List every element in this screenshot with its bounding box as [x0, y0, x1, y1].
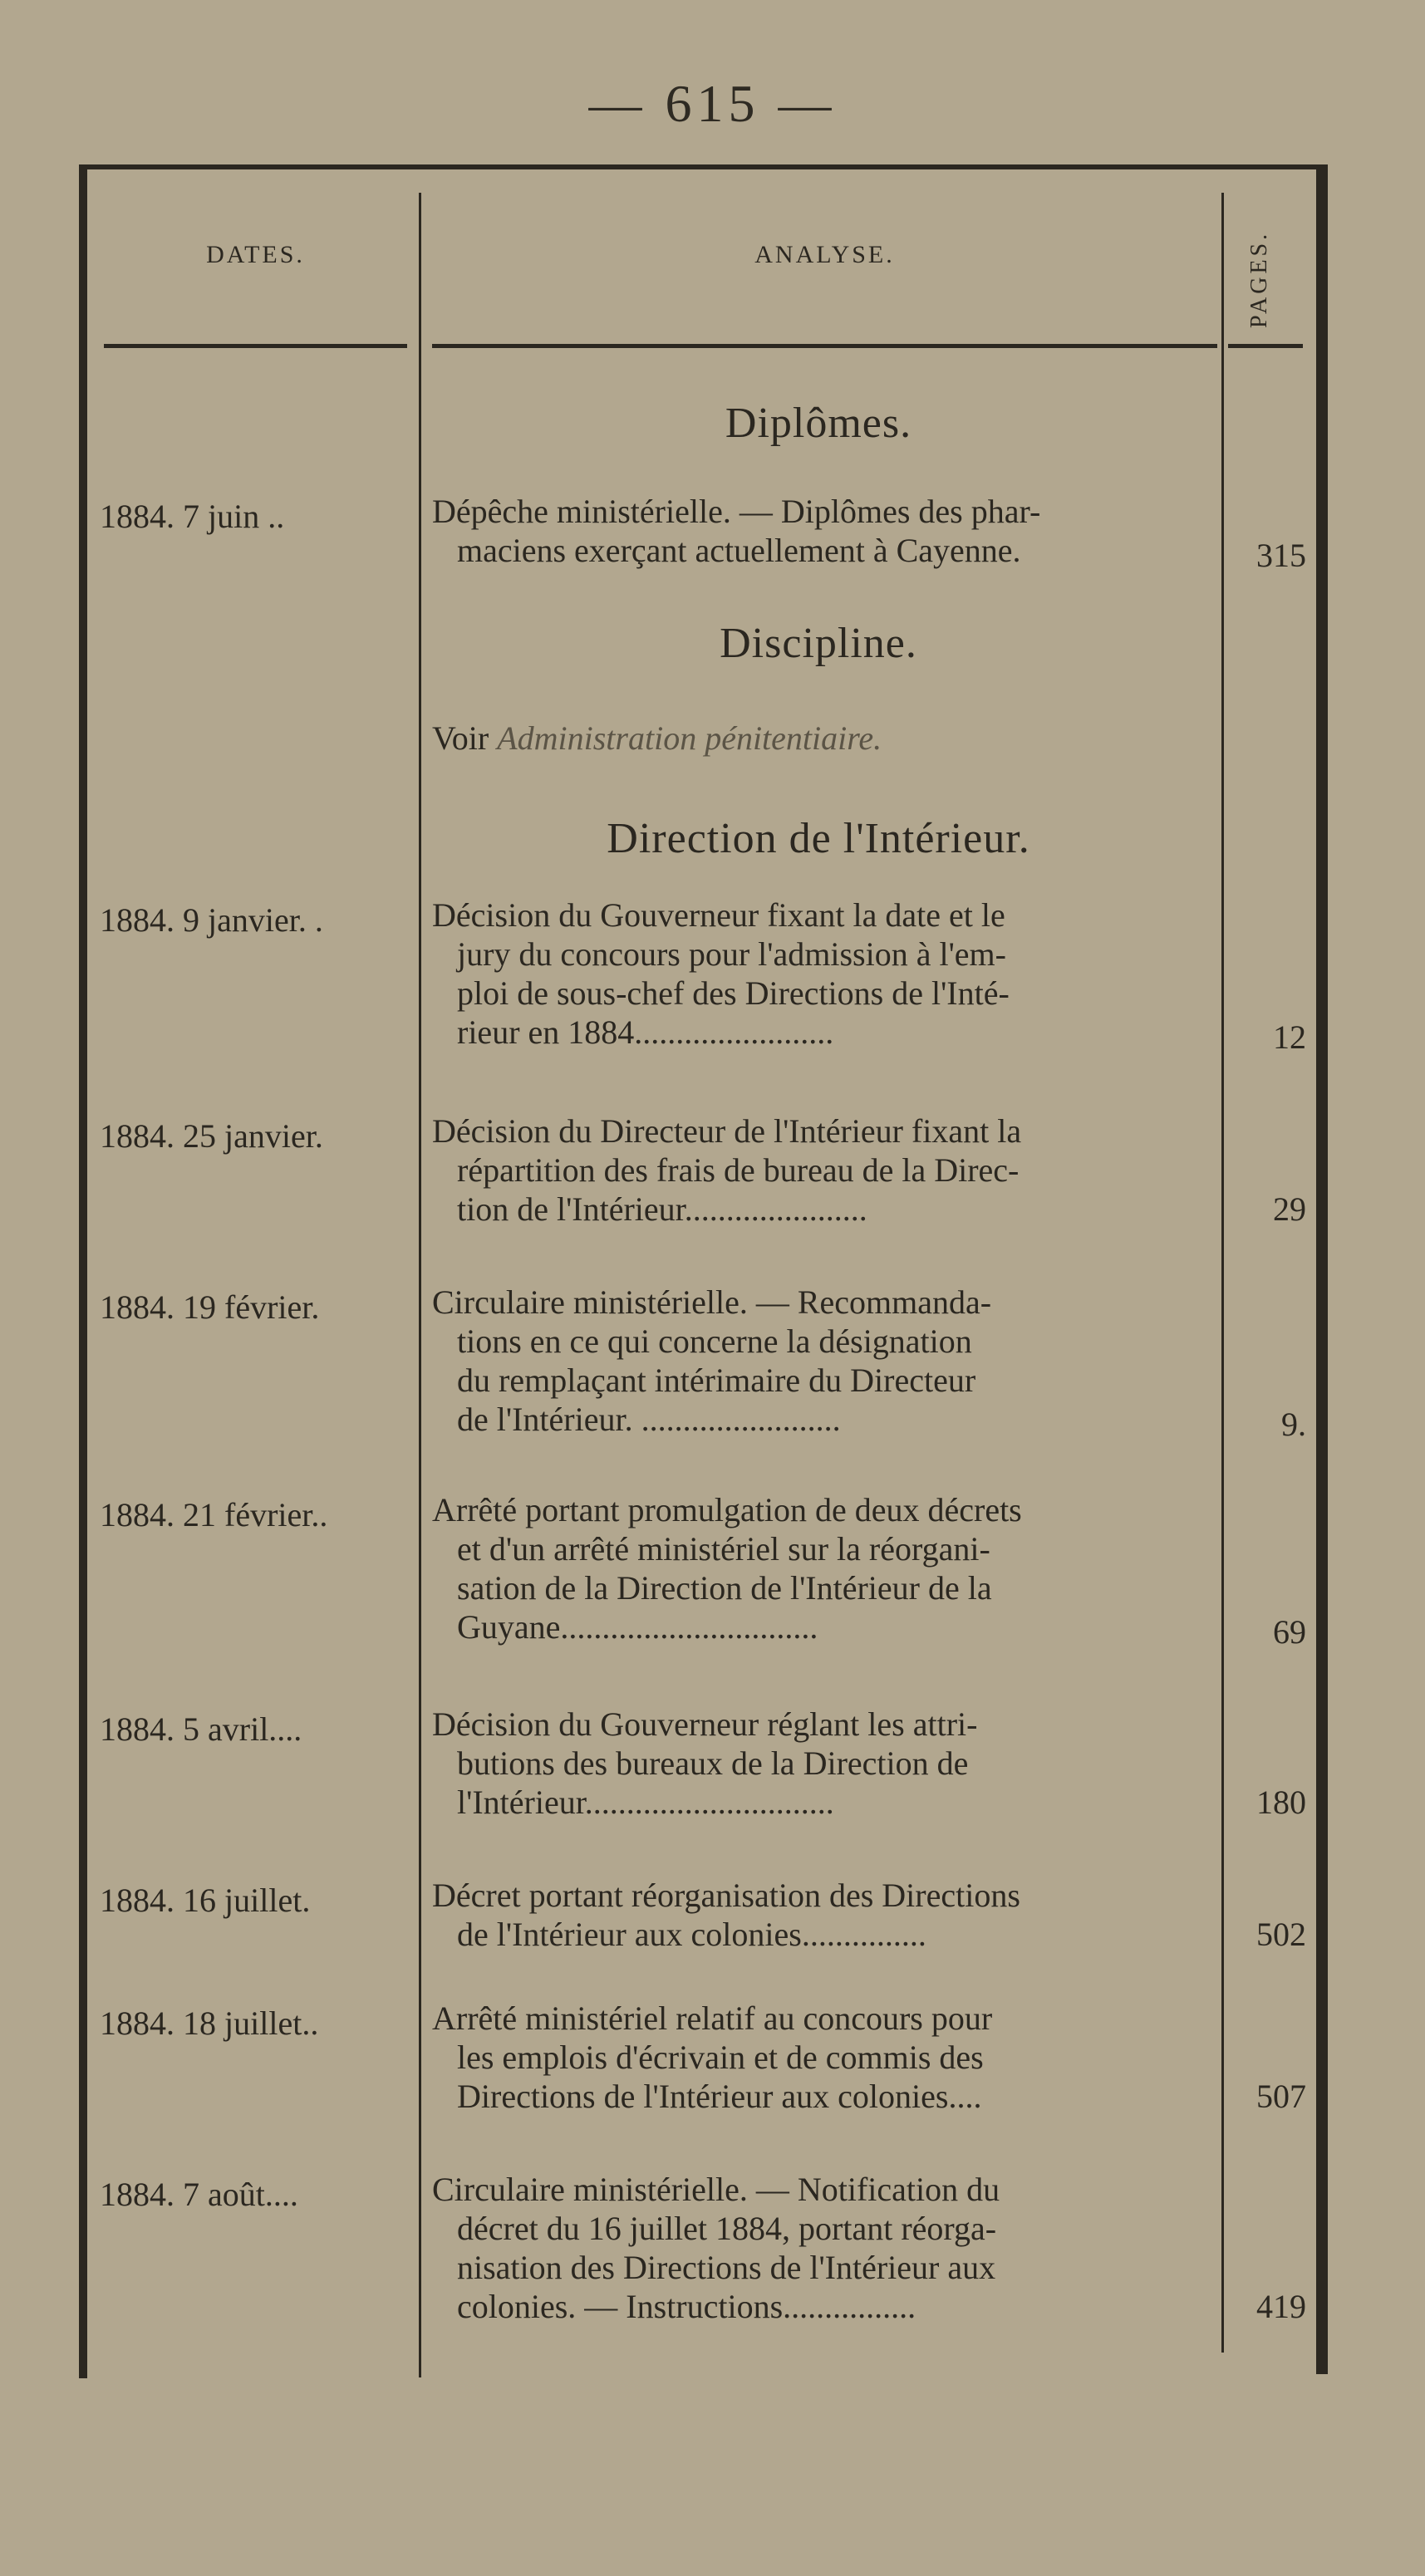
entry-page: 419: [1256, 2288, 1306, 2325]
entry-date: 1884. 21 février..: [100, 1496, 328, 1533]
column-divider-pages: [1221, 193, 1224, 2353]
entry-line: nisation des Directions de l'Intérieur aux: [457, 2249, 996, 2286]
entry-line: butions des bureaux de la Direction de: [457, 1744, 969, 1782]
section-title: Direction de l'Intérieur.: [607, 815, 1030, 862]
entry-analyse: [432, 1705, 1213, 1822]
entry-line: ploi de sous-chef des Directions de l'Inté-: [457, 974, 1010, 1012]
header-dates: DATES.: [206, 241, 305, 268]
section-title: Diplômes.: [725, 400, 912, 447]
entry-date: 1884. 7 août....: [100, 2176, 298, 2213]
entry-date: 1884. 16 juillet.: [100, 1882, 311, 1919]
entry-date: 1884. 5 avril....: [100, 1710, 302, 1748]
entry-line: de l'Intérieur. ........................: [457, 1401, 841, 1438]
entry-line: Circulaire ministérielle. — Recommanda-: [432, 1283, 992, 1321]
entry-page: 502: [1256, 1916, 1306, 1953]
entry-line: tions en ce qui concerne la désignation: [457, 1322, 972, 1360]
cross-reference: [432, 719, 882, 758]
entry-line: l'Intérieur..............................: [457, 1784, 834, 1821]
entry-page: 507: [1256, 2078, 1306, 2115]
entry-line: jury du concours pour l'admission à l'em-: [457, 935, 1006, 973]
entry-line: Arrêté ministériel relatif au concours pour: [432, 1999, 993, 2037]
entry-line: Décret portant réorganisation des Directions: [432, 1877, 1020, 1914]
entry-line: Directions de l'Intérieur aux colonies....: [457, 2078, 982, 2115]
entry-date: 1884. 9 janvier. .: [100, 901, 323, 939]
entry-line: tion de l'Intérieur......................: [457, 1190, 867, 1228]
header-analyse: ANALYSE.: [754, 241, 895, 268]
entry-line: Arrêté portant promulgation de deux décrets: [432, 1491, 1022, 1528]
entry-line: colonies. — Instructions................: [457, 2288, 916, 2325]
entry-page: 315: [1256, 537, 1306, 574]
voir-reference: Administration pénitentiaire.: [497, 719, 882, 757]
entry-line: de l'Intérieur aux colonies...............: [457, 1916, 926, 1953]
entry-line: Circulaire ministérielle. — Notification du: [432, 2171, 1000, 2208]
entry-date: 1884. 18 juillet..: [100, 2004, 319, 2042]
entry-date: 1884. 7 juin ..: [100, 498, 285, 535]
entry-line: Décision du Gouverneur fixant la date et le: [432, 896, 1005, 934]
entry-page: 180: [1256, 1784, 1306, 1821]
entry-line: et d'un arrêté ministériel sur la réorgani-: [457, 1530, 990, 1568]
header-underline-analyse: [432, 344, 1217, 348]
section-title: Discipline.: [720, 620, 917, 667]
entry-page: 9.: [1281, 1406, 1306, 1443]
entry-date: 1884. 25 janvier.: [100, 1117, 323, 1155]
entry-analyse: [432, 1999, 1213, 2116]
entry-line: les emplois d'écrivain et de commis des: [457, 2039, 984, 2076]
entry-analyse: [432, 1111, 1213, 1229]
entry-date: 1884. 19 février.: [100, 1288, 320, 1326]
entry-page: 69: [1273, 1613, 1306, 1651]
table-top-border: [79, 164, 1321, 169]
entry-line: maciens exerçant actuellement à Cayenne.: [457, 532, 1021, 569]
entry-analyse: [432, 895, 1213, 1052]
entry-line: Guyane...............................: [457, 1608, 818, 1646]
entry-analyse: [432, 2170, 1213, 2326]
entry-analyse: [432, 1283, 1213, 1439]
page-number: — 615 —: [588, 74, 837, 133]
entry-line: Décision du Directeur de l'Intérieur fixant la: [432, 1112, 1022, 1150]
entry-line: décret du 16 juillet 1884, portant réorga-: [457, 2210, 997, 2247]
entry-line: Dépêche ministérielle. — Diplômes des phar-: [432, 493, 1041, 530]
voir-prefix: Voir: [432, 719, 489, 757]
entry-line: répartition des frais de bureau de la Direc-: [457, 1151, 1020, 1189]
entry-analyse: [432, 492, 1213, 570]
entry-page: 29: [1273, 1190, 1306, 1228]
header-underline-pages: [1228, 344, 1303, 348]
entry-analyse: [432, 1876, 1213, 1954]
entry-line: rieur en 1884........................: [457, 1013, 834, 1051]
header-pages: PAGES.: [1246, 230, 1272, 328]
entry-line: Décision du Gouverneur réglant les attri-: [432, 1705, 978, 1743]
table-left-border: [79, 164, 87, 2378]
header-underline-dates: [104, 344, 407, 348]
entry-line: du remplaçant intérimaire du Directeur: [457, 1362, 976, 1399]
entry-analyse: [432, 1490, 1213, 1646]
entry-line: sation de la Direction de l'Intérieur de la: [457, 1569, 992, 1607]
table-right-border: [1316, 164, 1328, 2374]
entry-page: 12: [1273, 1018, 1306, 1056]
